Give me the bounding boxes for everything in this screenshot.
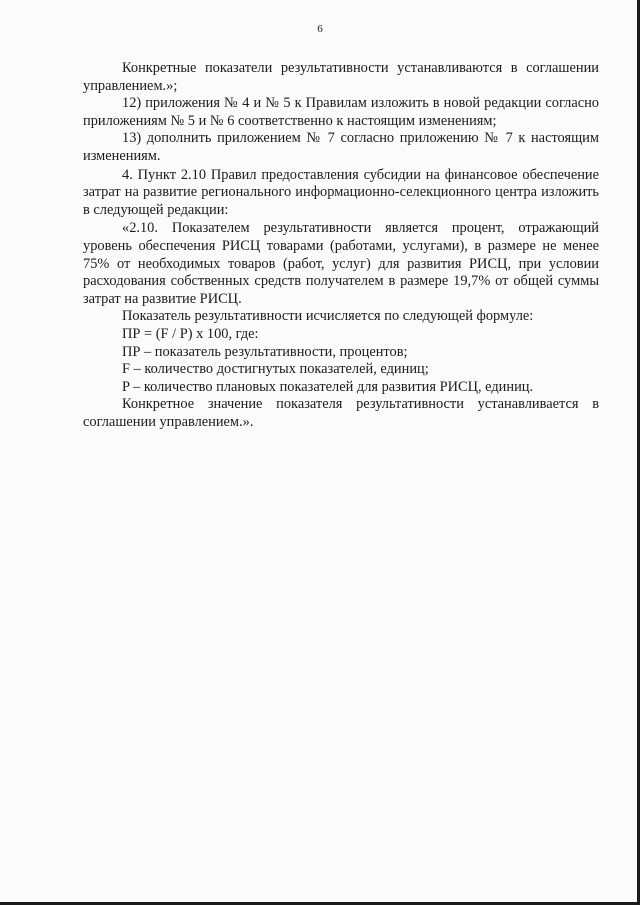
paragraph-formula: ПР = (F / P) x 100, где:	[122, 325, 259, 342]
paragraph-clause-2-10: «2.10. Показателем результативности является процент, отражающий уровень обеспечения РИСЦ товарами (работами, услугами), в размере не менее 75% от необходимых товаров (работ, услуг) для развития РИСЦ, при условии расходования собственных средств получателем в размере 19,7% от общей суммы затрат на развитие РИСЦ.	[83, 220, 599, 307]
paragraph-formula-intro: Показатель результативности исчисляется по следующей формуле:	[122, 308, 534, 325]
document-body	[83, 60, 599, 431]
paragraph-definition-pr: ПР – показатель результативности, процентов;	[122, 343, 408, 360]
paragraph-item-12: 12) приложения № 4 и № 5 к Правилам изложить в новой редакции согласно приложениям № 5 и № 6 соответственно к настоящим изменениям;	[83, 95, 599, 129]
paragraph-indicator-value: Конкретное значение показателя результативности устанавливается в соглашении управлением.».	[83, 396, 599, 430]
paragraph-definition-f: F – количество достигнутых показателей, единиц;	[122, 361, 429, 378]
page-number: 6	[317, 23, 323, 35]
paragraph-indicators-agreement: Конкретные показатели результативности устанавливаются в соглашении управлением.»;	[83, 60, 599, 94]
paragraph-item-13: 13) дополнить приложением № 7 согласно приложению № 7 к настоящим изменениям.	[83, 130, 599, 164]
paragraph-item-4: 4. Пункт 2.10 Правил предоставления субсидии на финансовое обеспечение затрат на развитие регионального информационно-селекционного центра изложить в следующей редакции:	[83, 166, 599, 218]
paragraph-definition-p: P – количество плановых показателей для развития РИСЦ, единиц.	[122, 378, 534, 395]
